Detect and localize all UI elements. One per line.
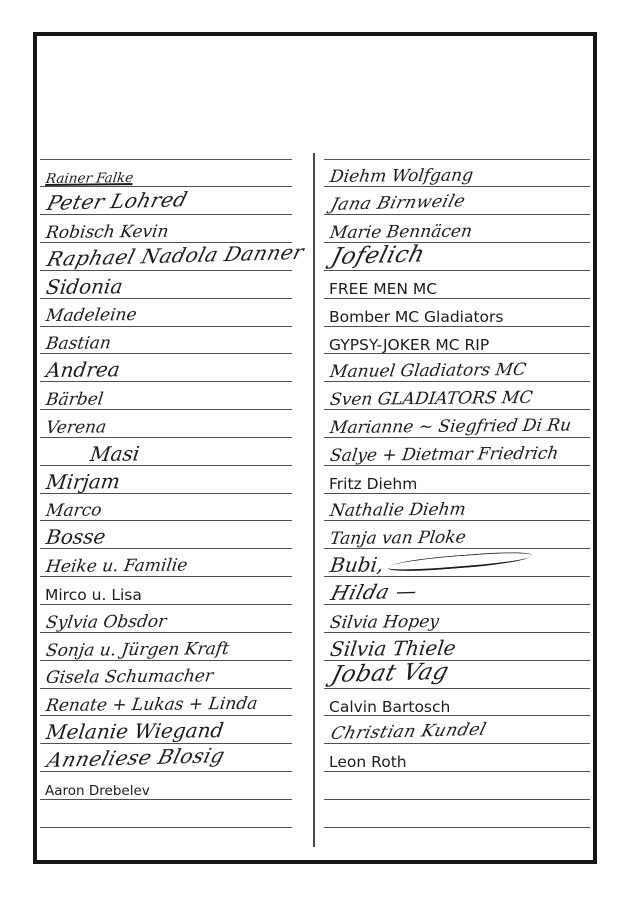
signature-row: [40, 605, 292, 633]
signature-text: FREE MEN MC: [329, 280, 438, 298]
signature-row: [324, 243, 590, 271]
signature-row: [40, 327, 292, 355]
signature-text: Heike u. Familie: [44, 555, 189, 578]
signature-text: Jana Birnweile: [328, 191, 468, 216]
signature-row: [324, 187, 590, 215]
signature-text: Raphael Nadola Danner: [44, 239, 307, 271]
signature-row: [40, 299, 292, 327]
signature-text: Bomber MC Gladiators: [329, 307, 504, 326]
signature-grid: [37, 36, 593, 860]
signature-row: [324, 410, 590, 438]
signature-row: [324, 494, 590, 522]
signature-text: Hilda —: [328, 578, 421, 605]
signature-text: Fritz Diehm: [329, 474, 418, 493]
signature-text: Gisela Schumacher: [44, 666, 215, 689]
signature-row: [40, 800, 292, 828]
signature-text: Tanja van Ploke: [328, 527, 468, 550]
signature-text: Leon Roth: [329, 753, 407, 772]
signature-text: Marianne ~ Siegfried Di Ru: [328, 415, 573, 438]
signature-row: [324, 521, 590, 549]
signature-row: [40, 438, 292, 466]
signature-text: Mirco u. Lisa: [45, 586, 142, 605]
signature-row: [40, 187, 292, 215]
signature-text: Silvia Hopey: [328, 611, 441, 633]
signature-text: Verena: [44, 417, 108, 438]
page-border-frame: [33, 32, 597, 864]
signature-text: Sven GLADIATORS MC: [328, 387, 534, 410]
signature-text: Sidonia: [44, 273, 125, 299]
signature-row: [324, 299, 590, 327]
signature-text: Marco: [44, 500, 103, 522]
signature-text: Rainer Falke: [44, 169, 135, 187]
signature-text: Bubi,: [329, 554, 527, 575]
signature-row: [40, 354, 292, 382]
signature-text: Calvin Bartosch: [329, 697, 451, 716]
signature-row: [324, 466, 590, 494]
signature-row: [40, 689, 292, 717]
signature-text: Bastian: [44, 333, 113, 355]
signature-row: [324, 744, 590, 772]
signature-column-left: [40, 159, 307, 828]
signature-row: [324, 215, 590, 243]
signature-row: [40, 772, 292, 800]
signature-text: Madeleine: [44, 305, 138, 327]
signature-row: [40, 577, 292, 605]
signature-text: Salye + Dietmar Friedrich: [328, 443, 560, 466]
signature-row: [40, 239, 307, 271]
signature-text: Jobat Vag: [328, 658, 452, 688]
signature-text: Bosse: [44, 524, 108, 550]
signature-row: [324, 772, 590, 800]
signature-row: [40, 382, 292, 410]
signature-text: GYPSY-JOKER MC RIP: [329, 335, 490, 354]
signature-row: [324, 160, 590, 188]
signature-row: [40, 744, 292, 772]
signature-text: Manuel Gladiators MC: [328, 360, 528, 383]
signature-row: [324, 382, 590, 410]
signature-row: [40, 494, 292, 522]
signature-text: Aaron Drebelev: [45, 783, 150, 800]
signature-row: [40, 410, 292, 438]
signature-row: [324, 577, 590, 605]
signature-text: Robisch Kevin: [44, 221, 170, 243]
column-divider-line: [313, 153, 315, 847]
signature-text: Diehm Wolfgang: [328, 165, 475, 188]
signature-text: Sylvia Obsdor: [44, 611, 168, 633]
signature-text: Nathalie Diehm: [328, 499, 468, 522]
signature-text: Bärbel: [44, 389, 105, 410]
signature-text: Andrea: [44, 357, 122, 383]
signature-text: Mirjam: [44, 468, 122, 494]
signature-row: [324, 354, 590, 382]
signature-row: [40, 633, 292, 661]
signature-text: Marie Bennäcen: [328, 221, 474, 243]
signature-row: [40, 716, 292, 744]
signature-row: [324, 549, 590, 577]
signature-text: Renate + Lukas + Linda: [44, 694, 259, 717]
signature-row: [324, 800, 590, 828]
signature-row: [40, 271, 292, 299]
signature-row: [324, 271, 590, 299]
signature-row: [40, 215, 292, 243]
signature-row: [40, 549, 292, 577]
signature-row: [324, 327, 590, 355]
signature-row: [324, 658, 590, 689]
signature-text: Sonja u. Jürgen Kraft: [44, 638, 231, 661]
signature-row: [324, 689, 590, 717]
signature-row: [40, 466, 292, 494]
signature-text: Melanie Wiegand: [44, 718, 226, 745]
signature-text: Christian Kundel: [328, 719, 489, 745]
signature-row: [324, 605, 590, 633]
signature-text: Anneliese Blosig: [44, 743, 228, 773]
signature-text: Masi: [88, 441, 141, 466]
signature-row: [40, 661, 292, 689]
signature-row: [40, 521, 292, 549]
signature-text: Jofelich: [328, 241, 428, 271]
signature-column-right: [324, 159, 590, 828]
signature-row: [324, 438, 590, 466]
signature-row: [324, 716, 590, 744]
signature-text: Peter Lohred: [44, 187, 191, 216]
signature-row: [324, 633, 590, 661]
signature-text: Silvia Thiele: [328, 635, 458, 661]
signature-row: [40, 160, 292, 188]
